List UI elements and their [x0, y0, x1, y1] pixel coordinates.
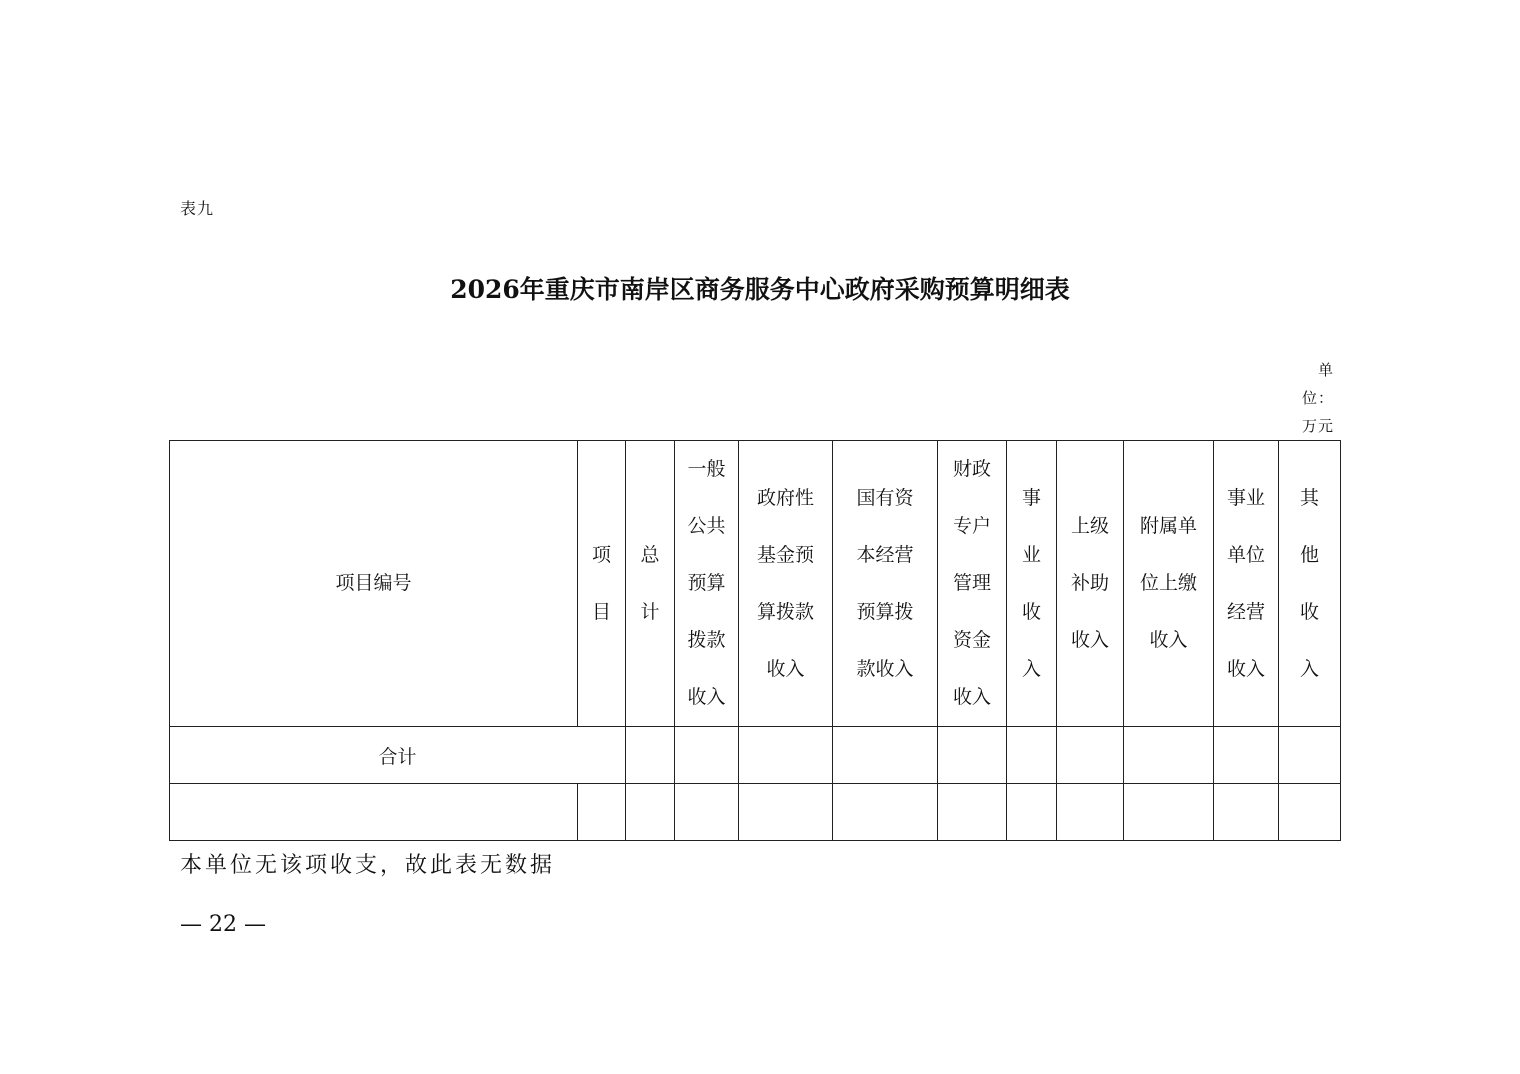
header-cell-total — [626, 441, 675, 727]
table-cell — [170, 784, 578, 841]
header-gov-fund: 政府性基金预算拨款收入 — [756, 486, 814, 680]
total-label: 合计 — [170, 727, 626, 784]
header-project: 项目 — [591, 543, 611, 623]
table-cell — [675, 784, 739, 841]
header-cell-state-capital — [833, 441, 938, 727]
header-cell-project — [578, 441, 626, 727]
table-cell — [1279, 727, 1341, 784]
table-header-row — [170, 441, 1341, 727]
header-general-budget: 一般公共预算拨款收入 — [687, 458, 726, 708]
table-cell — [675, 727, 739, 784]
header-cell-general-budget — [675, 441, 739, 727]
header-cell-affiliate-payment — [1124, 441, 1214, 727]
header-cell-operating-income — [1214, 441, 1279, 727]
header-cell-business-income — [1007, 441, 1057, 727]
table-cell — [626, 727, 675, 784]
table-cell — [626, 784, 675, 841]
table-cell — [938, 784, 1007, 841]
header-total: 总计 — [640, 543, 660, 623]
no-data-note: 本单位无该项收支，故此表无数据 — [180, 853, 556, 878]
header-cell-special-account — [938, 441, 1007, 727]
page-title: 2026年重庆市南岸区商务服务中心政府采购预算明细表 — [450, 275, 1070, 304]
table-row — [170, 784, 1341, 841]
header-state-capital: 国有资本经营预算拨款收入 — [856, 486, 914, 680]
table-cell — [1007, 784, 1057, 841]
table-cell — [833, 727, 938, 784]
header-cell-superior-subsidy — [1057, 441, 1124, 727]
table-total-row — [170, 727, 1341, 784]
header-project-code: 项目编号 — [335, 572, 412, 594]
header-other-income: 其他收入 — [1299, 486, 1319, 680]
header-operating-income: 事业单位经营收入 — [1226, 486, 1265, 680]
header-cell-gov-fund — [739, 441, 833, 727]
table-cell — [578, 784, 626, 841]
table-cell — [833, 784, 938, 841]
unit-note: 单位：万元 — [1301, 361, 1334, 435]
table-cell — [1279, 784, 1341, 841]
header-superior-subsidy: 上级补助收入 — [1070, 515, 1109, 651]
page-number: — 22 — — [180, 912, 266, 937]
header-cell-other-income — [1279, 441, 1341, 727]
table-cell — [739, 784, 833, 841]
table-cell — [1057, 727, 1124, 784]
table-cell — [1124, 784, 1214, 841]
procurement-budget-table — [169, 440, 1341, 841]
header-business-income: 事业收入 — [1021, 486, 1041, 680]
header-special-account: 财政专户管理资金收入 — [952, 458, 991, 708]
table-cell — [1124, 727, 1214, 784]
table-cell — [1214, 784, 1279, 841]
table-cell — [1214, 727, 1279, 784]
table-cell — [739, 727, 833, 784]
table-cell — [1007, 727, 1057, 784]
table-cell — [1057, 784, 1124, 841]
table-cell — [938, 727, 1007, 784]
header-cell-project-code — [170, 441, 578, 727]
header-affiliate-payment: 附属单位上缴收入 — [1139, 515, 1197, 651]
table-number-label: 表九 — [180, 199, 215, 218]
